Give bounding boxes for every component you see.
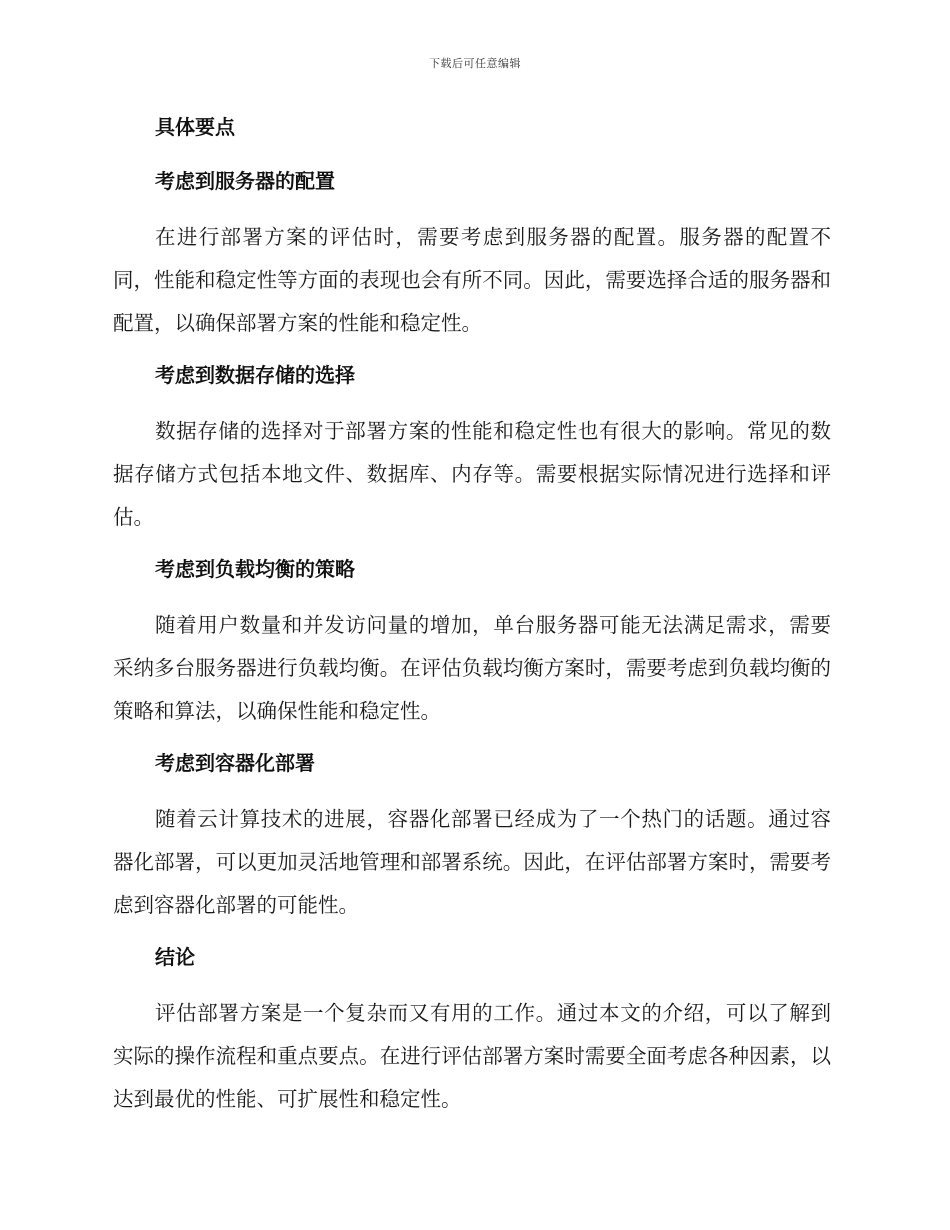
- paragraph-conclusion: 评估部署方案是一个复杂而又有用的工作。通过本文的介绍，可以了解到实际的操作流程和重点要点。在进行评估部署方案时需要全面考虑各种因素，以达到最优的性能、可扩展性和稳定性。: [113, 1001, 831, 1111]
- paragraph-data-storage: 数据存储的选择对于部署方案的性能和稳定性也有很大的影响。常见的数据存储方式包括本地文件、数据库、内存等。需要根据实际情况进行选择和评估。: [113, 419, 831, 529]
- document-title: 具体要点: [155, 115, 235, 139]
- page-header: 下载后可任意编辑: [429, 57, 521, 70]
- section-heading-data-storage: 考虑到数据存储的选择: [155, 363, 355, 387]
- document-body: [113, 108, 831, 1132]
- section-heading-load-balancing: 考虑到负载均衡的策略: [155, 557, 355, 581]
- paragraph-containerization: 随着云计算技术的进展，容器化部署已经成为了一个热门的话题。通过容器化部署，可以更加灵活地管理和部署系统。因此，在评估部署方案时，需要考虑到容器化部署的可能性。: [113, 807, 831, 917]
- section-heading-conclusion: 结论: [155, 945, 195, 969]
- paragraph-load-balancing: 随着用户数量和并发访问量的增加，单台服务器可能无法满足需求，需要采纳多台服务器进行负载均衡。在评估负载均衡方案时，需要考虑到负载均衡的策略和算法，以确保性能和稳定性。: [113, 613, 831, 723]
- section-heading-containerization: 考虑到容器化部署: [155, 751, 315, 775]
- section-heading-server-config: 考虑到服务器的配置: [155, 169, 335, 193]
- paragraph-server-config: 在进行部署方案的评估时，需要考虑到服务器的配置。服务器的配置不同，性能和稳定性等方面的表现也会有所不同。因此，需要选择合适的服务器和配置，以确保部署方案的性能和稳定性。: [113, 225, 831, 335]
